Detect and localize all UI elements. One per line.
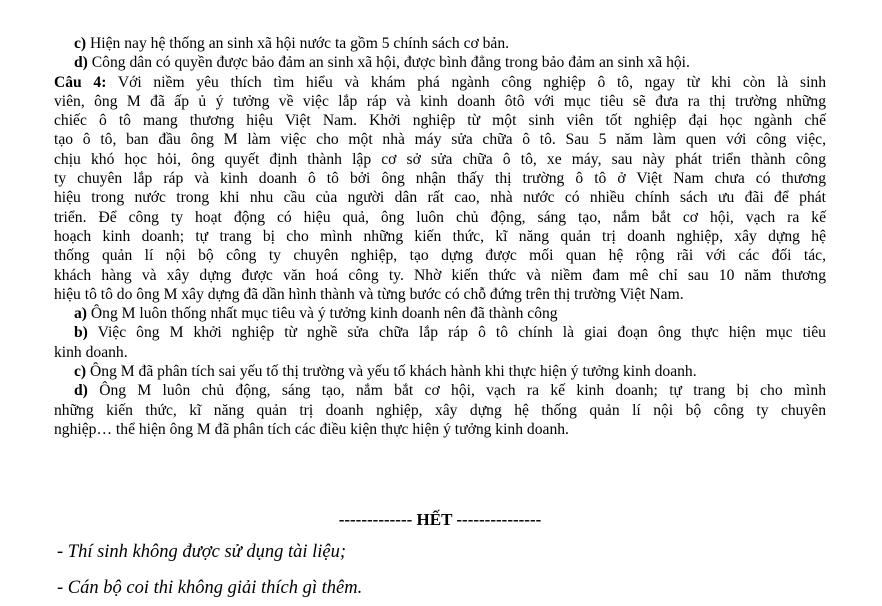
option-label: c) — [74, 35, 87, 52]
question-line: hiệu trong nước trong khi nhu cầu của người dân rất cao, nhà nước có nhiều chính sách ưu đãi để phát — [54, 189, 826, 207]
question-line: hiệu tô tô do ông M xây dựng đã dần hình thành và từng bước có chỗ đứng trên thị trường Việt Nam. — [54, 285, 684, 303]
option-label: c) — [74, 363, 87, 381]
question-line: khách hàng và xây dựng được văn hoá công ty. Nhờ kiến thức và niềm đam mê chỉ sau 10 năm thương — [54, 266, 826, 284]
question-label: Câu 4: — [54, 73, 107, 91]
option-text: Việc ông M khởi nghiệp từ nghề sửa chữa lắp ráp ô tô chính là giai đoạn ông thực hiện mục tiêu — [97, 324, 826, 342]
option-d-cont: nghiệp… thể hiện ông M đã phân tích các điều kiện thực hiện ý tưởng kinh doanh. — [54, 420, 569, 438]
option-c — [54, 362, 826, 381]
option-d-prev — [54, 53, 826, 72]
option-a — [54, 304, 826, 323]
option-c-prev — [54, 34, 826, 53]
question-line: Câu 4: Với niềm yêu thích tìm hiểu và khám phá ngành công nghiệp ô tô, ngay từ khi còn là sinh — [54, 73, 827, 91]
option-d-cont: những kiến thức, kĩ năng quản trị doanh nghiệp, xây dựng hệ thống quản lí nội bộ công ty chuyên — [54, 401, 826, 419]
option-label: d) — [74, 382, 88, 400]
option-text: Ông M đã phân tích sai yếu tố thị trường và yếu tố khách hành khi thực hiện ý tưởng kinh doanh. — [90, 363, 697, 381]
option-label: b) — [74, 324, 88, 342]
question-line: hoạch kinh doanh; tự trang bị cho mình những kiến thức, kĩ năng quản trị doanh nghiệp, xây dựng hệ — [54, 227, 826, 245]
exam-page — [54, 34, 827, 529]
option-b — [54, 323, 826, 342]
option-text: Công dân có quyền được bảo đảm an sinh xã hội, được bình đẳng trong bảo đảm an sinh xã hội. — [91, 54, 690, 72]
exam-note: - Thí sinh không được sử dụng tài liệu; — [57, 542, 347, 562]
option-d — [54, 381, 826, 400]
option-label: d) — [74, 54, 88, 72]
question-line: chịu khó học hỏi, ông quyết định thành lập cơ sở sửa chữa ô tô, xe máy, sau này phát triển thành công — [54, 150, 826, 168]
option-text: Hiện nay hệ thống an sinh xã hội nước ta gồm 5 chính sách cơ bản. — [90, 35, 510, 52]
question-line: triển. Để công ty hoạt động có hiệu quả, ông luôn chủ động, sáng tạo, nắm bắt cơ hội, vạch ra kế — [54, 208, 826, 226]
option-b-cont: kinh doanh. — [54, 343, 128, 361]
question-line: chiếc ô tô mang thương hiệu Việt Nam. Khởi nghiệp từ một sinh viên tốt nghiệp đại học ngành chế — [54, 112, 826, 130]
question-line: viên, ông M đã ấp ủ ý tưởng về việc lắp ráp và kinh doanh ôtô với mục tiêu sẽ đưa ra thị trường những — [54, 92, 826, 110]
question-line: ty chuyên lắp ráp và kinh doanh ô tô bởi ông nhận thấy thị trường ô tô ở Việt Nam chưa có thương — [54, 170, 826, 188]
question-line: thống quản lí nội bộ công ty chuyên nghiệp, tạo dựng được mối quan hệ rộng rãi với các đối tác, — [54, 247, 826, 265]
option-text: Ông M luôn thống nhất mục tiêu và ý tưởng kinh doanh nên đã thành công — [90, 305, 558, 323]
exam-note: - Cán bộ coi thi không giải thích gì thêm. — [57, 578, 363, 598]
option-label: a) — [74, 305, 87, 323]
end-marker: ------------- HẾT --------------- — [338, 510, 542, 529]
option-text: Ông M luôn chủ động, sáng tạo, nắm bắt cơ hội, vạch ra kế kinh doanh; tự trang bị cho mình — [99, 382, 826, 400]
question-line: tạo ô tô, ban đầu ông M làm việc cho một nhà máy sửa chữa ô tô. Sau 5 năm làm quen với công việc, — [54, 131, 826, 149]
